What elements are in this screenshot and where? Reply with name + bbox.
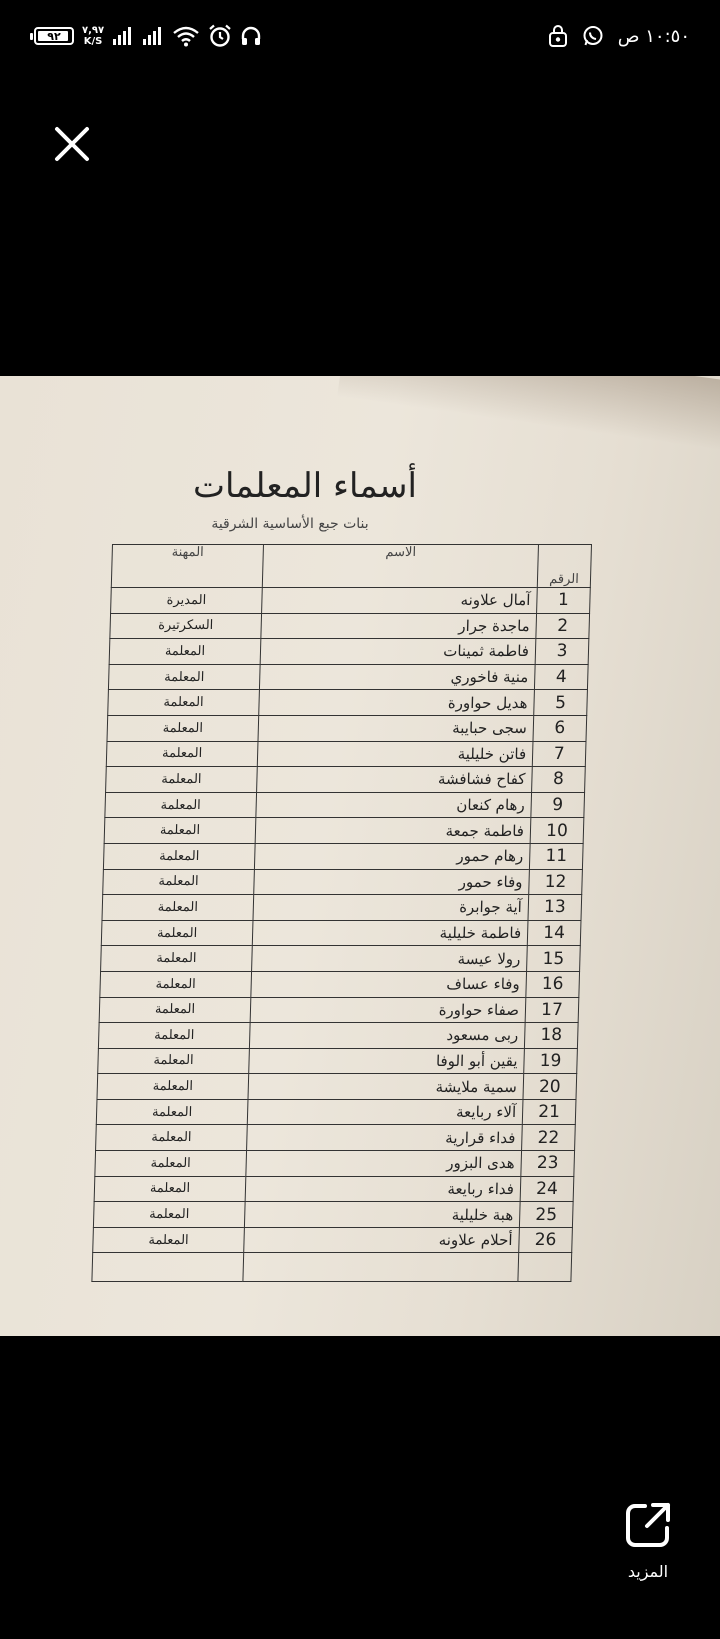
cell-name: وفاء عساف	[251, 971, 527, 997]
cell-job: المعلمة	[103, 869, 255, 895]
cell-name: آية جوابرة	[253, 895, 529, 921]
cell-job: المعلمة	[104, 818, 256, 844]
cell-num: 2	[536, 613, 590, 639]
cell-name: هبة خليلية	[244, 1202, 520, 1228]
cell-name: آلاء ربايعة	[247, 1099, 523, 1125]
cell-name: فداء ربايعة	[245, 1176, 521, 1202]
table-row	[106, 741, 586, 767]
table-header-row	[111, 545, 591, 588]
cell-job: المعلمة	[103, 843, 255, 869]
table-row	[98, 1048, 578, 1074]
cell-job: المعلمة	[107, 715, 259, 741]
cell-job: المعلمة	[99, 997, 251, 1023]
table-row	[103, 869, 583, 895]
table-row	[103, 843, 583, 869]
cell-job: المديرة	[111, 588, 263, 614]
cell-num: 10	[530, 818, 584, 844]
cell-num: 3	[535, 639, 589, 665]
cell-job: المعلمة	[105, 792, 257, 818]
cell-name: فاطمة ثمينات	[260, 639, 536, 665]
table-row	[96, 1099, 576, 1125]
cell-num: 4	[534, 664, 588, 690]
cell-job: المعلمة	[98, 1023, 250, 1049]
cell-name: وفاء حمور	[254, 869, 530, 895]
table-row-empty	[92, 1253, 572, 1282]
cell-job: المعلمة	[108, 664, 260, 690]
cell-num: 25	[519, 1202, 573, 1228]
cell-name: هديل حواورة	[259, 690, 535, 716]
cell-name: فاطمة جمعة	[255, 818, 531, 844]
cell-job: المعلمة	[102, 895, 254, 921]
table-row	[111, 588, 591, 614]
cell-name: سجى حبايبة	[258, 715, 534, 741]
cell-job: المعلمة	[94, 1176, 246, 1202]
cell-job: المعلمة	[97, 1074, 249, 1100]
wifi-icon	[172, 25, 200, 47]
cell-job: المعلمة	[96, 1099, 248, 1125]
document-subtitle: بنات جبع الأساسية الشرقية	[211, 516, 369, 532]
cell-name: صفاء حواورة	[250, 997, 526, 1023]
lock-icon	[548, 25, 568, 47]
cell-num: 14	[527, 920, 581, 946]
cell-num: 26	[519, 1227, 573, 1253]
table-row	[110, 613, 590, 639]
cell-job: المعلمة	[108, 690, 260, 716]
cell-job: المعلمة	[101, 920, 253, 946]
status-bar	[0, 0, 720, 72]
cell-num: 18	[524, 1023, 578, 1049]
cell-num: 7	[532, 741, 586, 767]
network-speed-value: ٧,٩٧	[82, 25, 105, 36]
alarm-icon	[208, 24, 232, 48]
cell-name: كفاح فشافشة	[257, 767, 533, 793]
cell-job: المعلمة	[93, 1202, 245, 1228]
photo-viewer-image[interactable]	[0, 376, 720, 1336]
cell-job: المعلمة	[101, 946, 253, 972]
header-name: الاسم	[262, 545, 538, 588]
cell-name: ماجدة جرار	[261, 613, 537, 639]
header-job: المهنة	[111, 545, 263, 588]
cell-name: رهام كنعان	[256, 792, 532, 818]
cell-name: فاتن خليلية	[257, 741, 533, 767]
cell-job: السكرتيرة	[110, 613, 262, 639]
cell-num: 20	[523, 1074, 577, 1100]
document-title: أسماء المعلمات	[193, 466, 417, 506]
table-row	[109, 639, 589, 665]
table-row	[94, 1176, 574, 1202]
cell-num: 1	[537, 588, 591, 614]
cell-name: رولا عيسة	[252, 946, 528, 972]
cell-num: 13	[528, 895, 582, 921]
cell-num: 23	[521, 1151, 575, 1177]
table-row	[96, 1125, 576, 1151]
cell-job: المعلمة	[109, 639, 261, 665]
cell-job: المعلمة	[96, 1125, 248, 1151]
close-button[interactable]	[52, 124, 92, 164]
network-speed-unit: K/S	[83, 36, 103, 47]
cell-name: سمية ملايشة	[248, 1074, 524, 1100]
headphones-icon	[240, 25, 262, 47]
cell-name: فاطمة خليلية	[252, 920, 528, 946]
clock: ١٠:٥٠ ص	[617, 25, 690, 47]
cell-num: 15	[527, 946, 581, 972]
table-row	[108, 664, 588, 690]
network-speed	[82, 25, 104, 47]
signal-icon	[112, 26, 134, 46]
teachers-table	[91, 544, 592, 1282]
table-row	[101, 920, 581, 946]
table-row	[101, 946, 581, 972]
cell-job: المعلمة	[106, 767, 258, 793]
cell-job: المعلمة	[106, 741, 258, 767]
cell-name: رهام حمور	[254, 843, 530, 869]
battery-icon	[34, 27, 74, 45]
table-body	[92, 588, 590, 1282]
table-row	[93, 1227, 573, 1253]
table-row	[98, 1023, 578, 1049]
table-row	[95, 1151, 575, 1177]
document-paper	[0, 376, 720, 1336]
cell-name: منية فاخوري	[259, 664, 535, 690]
cell-job: المعلمة	[93, 1227, 245, 1253]
cell-job: المعلمة	[95, 1151, 247, 1177]
table-row	[102, 895, 582, 921]
cell-empty	[92, 1253, 244, 1282]
cell-num: 6	[533, 715, 587, 741]
cell-name: فداء قرارية	[247, 1125, 523, 1151]
cell-name: يقين أبو الوفا	[249, 1048, 525, 1074]
cell-num: 5	[534, 690, 588, 716]
cell-num: 16	[526, 971, 580, 997]
cell-num: 12	[529, 869, 583, 895]
cell-num: 21	[522, 1099, 576, 1125]
cell-job: المعلمة	[98, 1048, 250, 1074]
close-icon	[52, 124, 92, 164]
table-row	[106, 767, 586, 793]
table-row	[107, 715, 587, 741]
whatsapp-icon	[582, 25, 604, 47]
cell-num: 9	[531, 792, 585, 818]
battery-level: ٩٢	[47, 29, 61, 43]
cell-empty	[518, 1253, 572, 1282]
cell-name: أحلام علاونه	[244, 1227, 520, 1253]
signal-icon-2	[142, 26, 164, 46]
table-row	[104, 818, 584, 844]
more-label: المزيد	[627, 1562, 669, 1581]
cell-name: آمال علاونه	[262, 588, 538, 614]
status-bar-right	[548, 20, 690, 52]
cell-num: 24	[520, 1176, 574, 1202]
cell-num: 19	[524, 1048, 578, 1074]
table-row	[105, 792, 585, 818]
table-row	[100, 971, 580, 997]
share-icon	[623, 1500, 673, 1550]
teachers-table-wrap	[91, 544, 592, 1282]
table-row	[99, 997, 579, 1023]
cell-name: هدى البزور	[246, 1151, 522, 1177]
cell-name: ربى مسعود	[249, 1023, 525, 1049]
cell-job: المعلمة	[100, 971, 252, 997]
cell-num: 22	[522, 1125, 576, 1151]
status-bar-left	[34, 20, 262, 52]
header-num: الرقم	[537, 545, 591, 588]
table-row	[93, 1202, 573, 1228]
cell-num: 17	[525, 997, 579, 1023]
table-row	[108, 690, 588, 716]
table-row	[97, 1074, 577, 1100]
cell-num: 8	[532, 767, 586, 793]
cell-empty	[243, 1253, 519, 1282]
cell-num: 11	[529, 843, 583, 869]
more-button[interactable]	[612, 1500, 684, 1610]
